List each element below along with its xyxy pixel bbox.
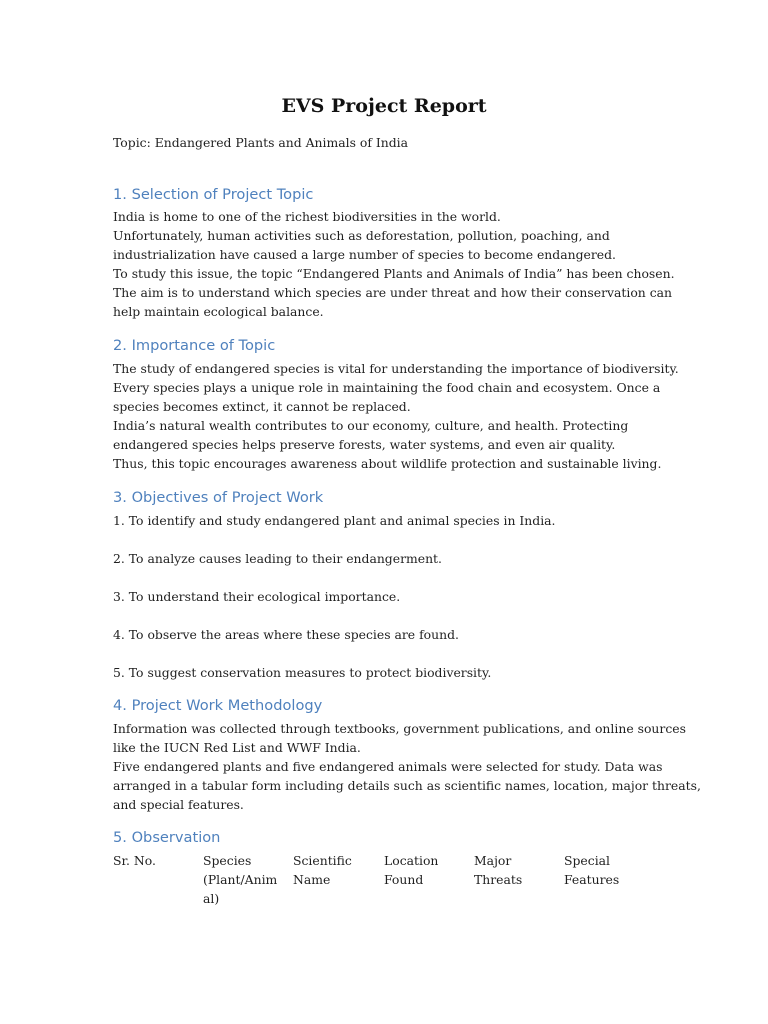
paragraph-line: Thus, this topic encourages awareness about wildlife protection and sustainable living. [113, 456, 662, 471]
objective-item: 2. To analyze causes leading to their endangerment. [113, 551, 442, 566]
objective-item: 5. To suggest conservation measures to protect biodiversity. [113, 665, 492, 680]
table-header-text: Name [293, 872, 331, 887]
section-body-methodology [113, 719, 701, 814]
table-header-text: Location [384, 853, 439, 868]
paragraph-line: and special features. [113, 797, 244, 812]
paragraph-line: To study this issue, the topic “Endangered Plants and Animals of India” has been chosen. [113, 266, 675, 281]
table-header-text: Special [564, 853, 611, 868]
table-header-location-found [384, 851, 464, 889]
table-header-species [203, 851, 283, 908]
table-header-scientific-name [293, 851, 373, 889]
section-heading-selection: 1. Selection of Project Topic [113, 186, 314, 203]
table-header-text: Features [564, 872, 620, 887]
table-header-text: (Plant/Anim [203, 872, 278, 887]
table-header-text: Scientific [293, 853, 352, 868]
paragraph-line: The study of endangered species is vital for understanding the importance of biodiversity. [113, 361, 679, 376]
table-header-text: Threats [474, 872, 523, 887]
section-heading-observation: 5. Observation [113, 829, 221, 846]
table-header-text: Species [203, 853, 252, 868]
paragraph-line: Every species plays a unique role in maintaining the food chain and ecosystem. Once a [113, 380, 661, 395]
table-header-text: Found [384, 872, 424, 887]
section-body-selection [113, 207, 673, 321]
paragraph-line: The aim is to understand which species are under threat and how their conservation can [113, 285, 673, 300]
section-heading-importance: 2. Importance of Topic [113, 337, 276, 354]
paragraph-line: endangered species helps preserve forests, water systems, and even air quality. [113, 437, 616, 452]
paragraph-line: help maintain ecological balance. [113, 304, 324, 319]
paragraph-line: Five endangered plants and five endangered animals were selected for study. Data was [113, 759, 663, 774]
paragraph-line: industrialization have caused a large number of species to become endangered. [113, 247, 616, 262]
section-body-importance [113, 359, 679, 473]
section-heading-objectives: 3. Objectives of Project Work [113, 489, 324, 506]
paragraph-line: India’s natural wealth contributes to our economy, culture, and health. Protecting [113, 418, 629, 433]
table-header-special-features [564, 851, 644, 889]
objective-item: 1. To identify and study endangered plant and animal species in India. [113, 513, 556, 528]
paragraph-line: Unfortunately, human activities such as deforestation, pollution, poaching, and [113, 228, 610, 243]
document-title: EVS Project Report [281, 95, 487, 117]
paragraph-line: India is home to one of the richest biodiversities in the world. [113, 209, 501, 224]
table-header-text: Major [474, 853, 512, 868]
paragraph-line: Information was collected through textbooks, government publications, and online sources [113, 721, 686, 736]
table-header-sr-no [113, 851, 193, 870]
paragraph-line: arranged in a tabular form including details such as scientific names, location, major threats, [113, 778, 701, 793]
objective-item: 4. To observe the areas where these species are found. [113, 627, 459, 642]
section-heading-methodology: 4. Project Work Methodology [113, 697, 323, 714]
document-topic: Topic: Endangered Plants and Animals of India [113, 135, 409, 150]
table-header-major-threats [474, 851, 554, 889]
paragraph-line: like the IUCN Red List and WWF India. [113, 740, 361, 755]
table-header-text: al) [203, 891, 220, 906]
objective-item: 3. To understand their ecological importance. [113, 589, 401, 604]
paragraph-line: species becomes extinct, it cannot be replaced. [113, 399, 411, 414]
table-header-text: Sr. No. [113, 853, 156, 868]
